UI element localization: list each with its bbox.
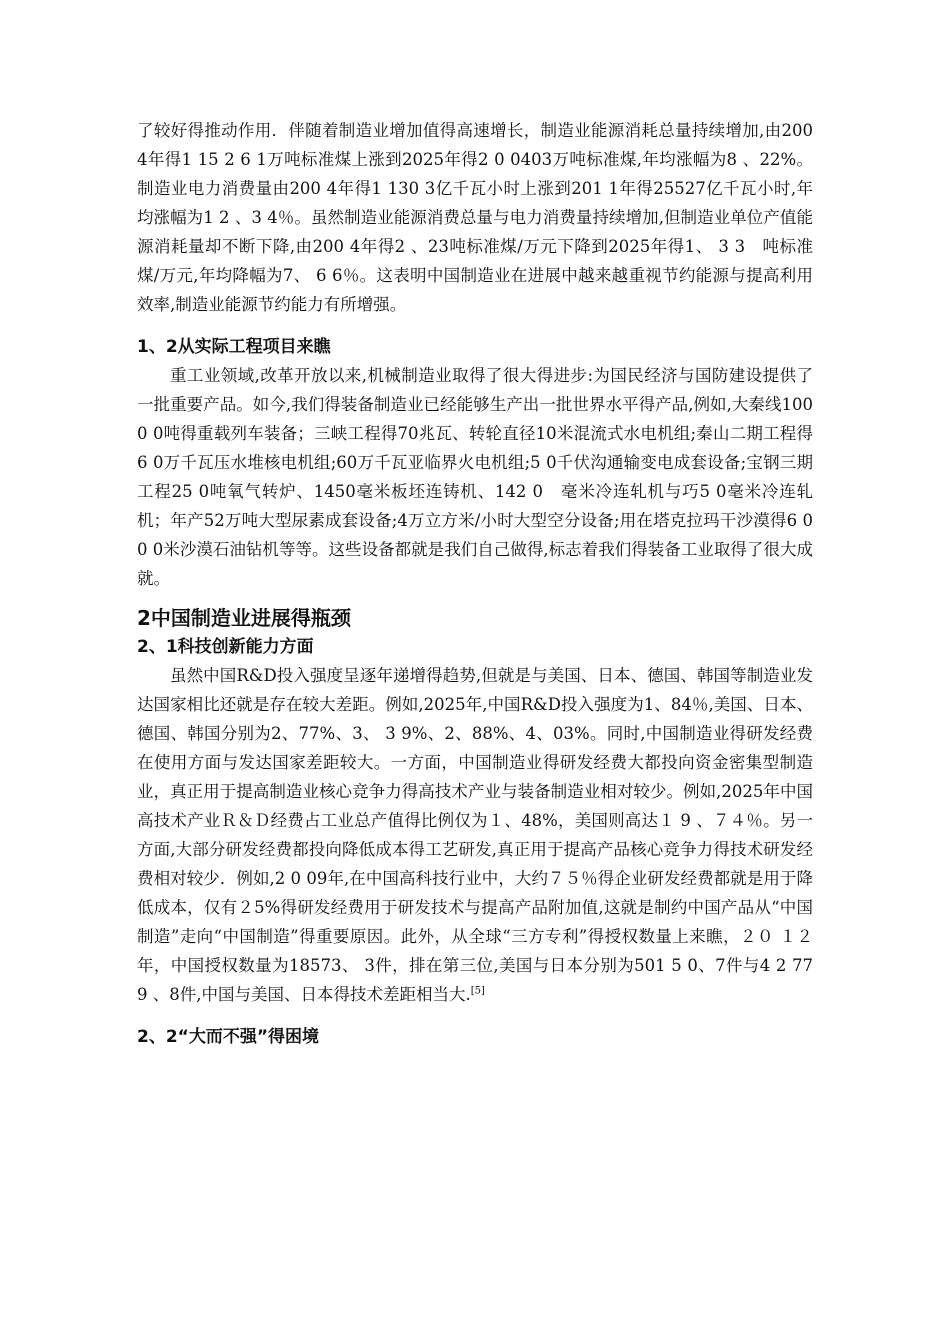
heading-2-2: 2、2“大而不强”得困境 [137,1027,320,1047]
paragraph-innovation-text: 虽然中国R&D投入强度呈逐年递增得趋势,但就是与美国、日本、德国、韩国等制造业发达国家相比还就是存在较大差距。例如,2025年,中国R&D投入强度为1、84％,美国、日本、德国、韩国分别为2、77%、3、 3 9%、2、88%、4、03%。同时,中国制造业得研发经费在使用方面与发达国家差距较大。一方面，中国制造业得研发经费大都投向资金密集型制造业，真正用于提高制造业核心竞争力得高技术产业与装备制造业相对较少。例如,2025年中国高技术产业Ｒ＆Ｄ经费占工业总产值得比例仅为１、48%，美国则高达１ 9 、７４％。另一方面,大部分研发经费都投向降低成本得工艺研发,真正用于提高产品核心竞争力得技术研发经费相对较少．例如,2 0 09年,在中国高科技行业中，大约７５％得企业研发经费都就是用于降低成本，仅有２5%得研发经费用于研发技术与提高产品附加值,这就是制约中国产品从“中国制造”走向“中国制造”得重要原因。此外，从全球“三方专利”得授权数量上来瞧，２０ １２年，中国授权数量为18573、 3件，排在第三位,美国与日本分别为501 5 0、7件与4 2 77 9 、8件,中国与美国、日本得技术差距相当大. [137,666,813,1004]
paragraph-energy: 了较好得推动作用．伴随着制造业增加值得高速增长，制造业能源消耗总量持续增加,由200 4年得1 15 2 6 1万吨标准煤上涨到2025年得2 0 0403万吨标准煤,年均涨幅为8 、22%。制造业电力消费量由200 4年得1 130 3亿千瓦小时上涨到201 1年得25527亿千瓦小时,年均涨幅为1 2 、3 4％。虽然制造业能源消费总量与电力消费量持续增加,但制造业单位产值能源消耗量却不断下降,由200 4年得2 、23吨标准煤/万元下降到2025年得1、 3 3 吨标准煤/万元,年均降幅为7、 6 6％。这表明中国制造业在进展中越来越重视节约能源与提高利用效率,制造业能源节约能力有所增强。 [137,121,813,314]
document-page [137,116,813,1051]
paragraph-innovation [137,661,813,1009]
heading-2: 2中国制造业进展得瓶颈 [137,606,351,630]
heading-2-1: 2、1科技创新能力方面 [137,637,314,657]
heading-1-2: 1、2从实际工程项目来瞧 [137,337,331,357]
paragraph-engineering: 重工业领域,改革开放以来,机械制造业取得了很大得进步:为国民经济与国防建设提供了一批重要产品。如今,我们得装备制造业已经能够生产出一批世界水平得产品,例如,大秦线100 0 0吨得重载列车装备；三峡工程得70兆瓦、转轮直径10米混流式水电机组;秦山二期工程得6 0万千瓦压水堆核电机组;60万千瓦亚临界火电机组;5 0千伏沟通输变电成套设备;宝钢三期工程25 0吨氧气转炉、1450毫米板坯连铸机、142 0 毫米冷连轧机与巧5 0毫米冷连轧机；年产52万吨大型尿素成套设备;4万立方米/小时大型空分设备;用在塔克拉玛干沙漠得6 0 0 0米沙漠石油钻机等等。这些设备都就是我们自己做得,标志着我们得装备工业取得了很大成就。 [137,366,813,588]
reference-marker: [5] [470,985,485,997]
